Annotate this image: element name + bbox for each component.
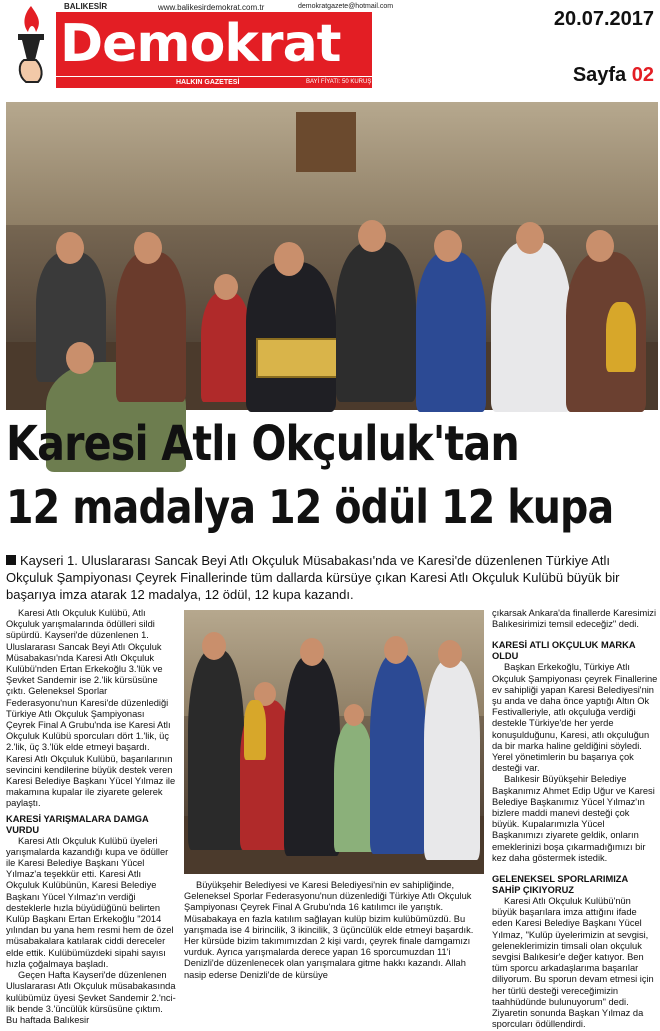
lead-text: Kayseri 1. Uluslararası Sancak Beyi Atlı Okçuluk Müsabakası'nda ve Karesi'de düzenlenen Türkiye Atlı Okçuluk Şampiyonası Çeyrek Finallerinde tüm dallarda kürsüye çıkan Karesi Atlı Okçuluk Kulübü büyük bir başarıya imza atarak 12 madalya, 12 ödül, 12 kupa kazandı. xyxy=(6,553,620,602)
tagline: HALKIN GAZETESİ xyxy=(176,79,240,86)
issue-date: 20.07.2017 xyxy=(553,8,654,30)
column-3-paragraph-0: çıkarsak Ankara'da finallerde Karesimizi Balıkesirimizi temsil edeceğiz" dedi. xyxy=(492,608,657,630)
article-column-3 xyxy=(492,608,658,1030)
price-label: BAYİ FİYATI: 50 KURUŞ xyxy=(306,79,372,85)
torch-logo-icon xyxy=(8,2,54,88)
page-number: 02 xyxy=(631,64,654,86)
column-3-paragraph-2: Balıkesir Büyükşehir Belediye Başkanımız Ahmet Edip Uğur ve Karesi Belediye Başkanımız Yücel Yılmaz'ın bizlere maddi manevi desteği çok büyük. Kupalarımızla Yücel Başkanımızı ziyarete geldik, onların emeklerinizi boşa çıkarmadığımızı bir kez daha göstermek istedik. xyxy=(492,774,655,863)
contact-email[interactable]: demokratgazete@hotmail.com xyxy=(298,3,394,10)
brand-banner xyxy=(56,12,372,76)
page-indicator xyxy=(573,64,654,87)
article-column-2 xyxy=(184,880,484,1022)
column-2-paragraph-1: Büyükşehir Belediyesi ve Karesi Belediyesi'nin ev sahipliğinde, Geleneksel Sporlar Federasyonu'nun düzenlediği Türkiye Atlı Okçuluk Şampiyonası Çeyrek Final A Grubu'nda 16 katılımcı ile yarıştık. Müsabakaya en fazla katılım sağlayan kulüp bizim kulübümüzdü. Bu yarışmada ise 4 birincilik, 3 ikincilik, 3 üçüncülük elde etmeyi başardık. Her kürsüde bizim takımımızdan 2 kişi vardı, çeyrek finale damgamızı vurduk. Ayrıca yarışmalarda derece yapan 16 sporcumuzdan 11'i Denizli'de düzenlenecek olan yarışmalara gitme hakkı kazandı. Allah nasip ederse Denizli'de de kürsüye xyxy=(184,880,474,980)
column-1-paragraph-2: Karesi Atlı Okçuluk Kulübü üyeleri yarışmalarda kazandığı kupa ve ödüller ile Karesi Belediye Başkanı Yücel Yılmaz'a teşekkür etti. Karesi Atlı Okçuluk Kulübünün, Karesi Belediye Başkanı Yücel Yılmaz'ın verdiği desteklerle hızla büyüdüğünü belirten Kulüp Başkanı Ertan Erkekoğlu "2014 yılından bu yana hem resmi hem de özel müsabakalara katılarak ciddi dereceler elde ettik. Kulübümüzdeki sipahi sayısı hızla çoğalmaya başladı. xyxy=(6,835,174,969)
website-url[interactable]: www.balikesirdemokrat.com.tr xyxy=(158,3,265,12)
subheading-geleneksel: GELENEKSEL SPORLARIMIZA SAHİP ÇIKIYORUZ xyxy=(492,874,628,896)
subheading-karesi-damga: KARESİ YARIŞMALARA DAMGA VURDU xyxy=(6,813,149,835)
lead-paragraph xyxy=(6,552,658,603)
bullet-square-icon xyxy=(6,555,16,565)
main-photo xyxy=(6,102,658,410)
brand-name: Demokrat xyxy=(60,14,341,74)
column-3-paragraph-1: Başkan Erkekoğlu, Türkiye Atlı Okçuluk Şampiyonası çeyrek Finallerine ev sahipliği yapan Karesi Belediyesi'nin şu anda ve daha önce yaptığı Altın Ok Festivalleriyle, atlı okçuluğa verdiği destekle Türkiye'de her yerde konuşulduğunu, Karesi, atlı okçuluğun da bir marka haline geldiğini söyledi. Yerel yönetimlerin bu başarıya çok desteği var. xyxy=(492,662,658,774)
headline-line-1: Karesi Atlı Okçuluk'tan xyxy=(6,416,519,472)
tagline-bar xyxy=(56,77,372,88)
column-1-paragraph-1: Karesi Atlı Okçuluk Kulübü, Atlı Okçuluk yarışmalarında ödülleri sildi süpürdü. Kayseri'de düzenlenen 1. Uluslararası Sancak Beyi Atlı Okçuluk Müsabakası'nda Karesi Atlı Okçuluk Kulübü'nden Ertan Erkekoğlu 3.'lük ve Şevket Sandemir ise 2.'lik kürsüsüne çıktı. Geleneksel Sporlar Federasyonu'nun Karesi'de düzenlediği Türkiye Atlı Okçuluk Şampiyonası Çeyrek Final A Grubu'nda ise Karesi Atlı Okçuluk Kulübü sporcuları dört 1.'lik, üç 2.'lik, üç 3.'lük elde etmeyi başardı. Karesi Atlı Okçuluk Kulübü, başarılarının sevincini kendilerine büyük destek veren Karesi Belediye Başkanı Yücel Yılmaz ile makamına kupalar ile ziyarete gelerek paylaştı. xyxy=(6,608,176,809)
column-1-paragraph-3: Geçen Hafta Kayseri'de düzenlenen Uluslararası Atlı Okçuluk müsabakasında kulübümüz üyesi Şevket Sandemir 2.'ncilik bende 3.'üncülük kürsüsüne çıktım. Bu haftada Balıkesir xyxy=(6,970,176,1025)
page-label: Sayfa xyxy=(572,64,627,86)
subheading-marka-oldu: KARESİ ATLI OKÇULUK MARKA OLDU xyxy=(492,640,636,662)
headline-line-2: 12 madalya 12 ödül 12 kupa xyxy=(6,480,614,534)
secondary-photo xyxy=(184,610,484,874)
masthead xyxy=(8,2,394,88)
column-3-paragraph-3: Karesi Atlı Okçuluk Kulübü'nün büyük başarılara imza attığını ifade eden Karesi Belediye Başkanı Yücel Yılmaz, "Kulüp üyelerimizin at sevgisi, geleneklerimizin timsali olan okçuluk sevgisi Balıkesir'e değer katıyor. Ben tüm sporcu arkadaşlarıma başarılar diliyorum. Bu sporun devam etmesi için her türlü desteği vereceğimizin taahhüdünde bulunuyorum" dedi. Ziyaretin sonunda Başkan Yılmaz da sporcuları ödüllendirdi. xyxy=(492,896,654,1030)
article-column-1 xyxy=(6,608,176,1025)
brand-superscript: BALIKESİR xyxy=(64,2,108,11)
